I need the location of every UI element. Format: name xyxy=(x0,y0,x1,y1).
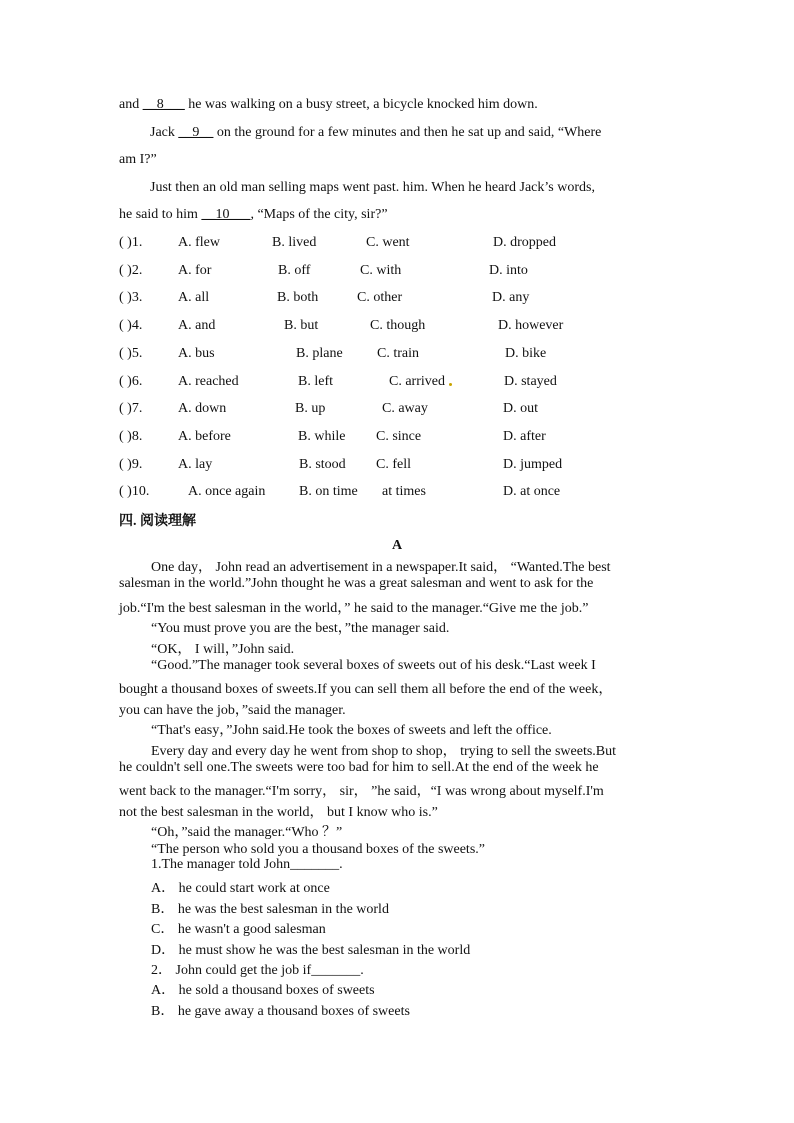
blank-9: __9__ xyxy=(178,125,214,140)
option-c: C. fell xyxy=(376,456,411,472)
question-number: ( )9. xyxy=(119,456,143,472)
option-a: A. bus xyxy=(178,345,215,361)
text: Jack xyxy=(150,125,179,140)
passage-line: “That's easy，”John said.He took the boxes of sweets and left the office. xyxy=(151,723,552,739)
option-d: D. any xyxy=(492,290,530,306)
answer-option: A． he sold a thousand boxes of sweets xyxy=(151,983,375,999)
passage-line: bought a thousand boxes of sweets.If you can sell them all before the end of the week， xyxy=(119,682,613,698)
cloze-line-4: Just then an old man selling maps went past. him. When he heard Jack’s words, xyxy=(150,180,595,195)
passage-line: “OK， I will，”John said. xyxy=(151,641,295,657)
passage-line: went back to the manager.“I'm sorry， sir， ”he said，“I was wrong about myself.I'm xyxy=(119,784,604,800)
option-d: D. at once xyxy=(503,484,561,500)
option-d: D. after xyxy=(503,428,546,444)
option-a: A. lay xyxy=(178,456,213,472)
option-d: D. however xyxy=(498,318,564,334)
option-a: A. flew xyxy=(178,235,220,250)
option-a: A. all xyxy=(178,290,210,306)
question-number: ( )4. xyxy=(119,318,143,334)
passage-line: you can have the job，”said the manager. xyxy=(119,702,346,718)
blank-8: __8___ xyxy=(142,97,185,112)
option-a: A. reached xyxy=(178,373,239,389)
option-b: B. lived xyxy=(272,235,317,250)
option-a: A. down xyxy=(178,401,227,417)
option-c: C. with xyxy=(360,262,402,278)
text: on the ground for a few minutes and then he sat up and said, “Where xyxy=(213,125,602,140)
text: , “Maps of the city, sir?” xyxy=(250,207,388,222)
question-number: ( )8. xyxy=(119,428,143,444)
option-c: C. though xyxy=(370,318,426,334)
passage-line: One day， John read an advertisement in a newspaper.It said， “Wanted.The best xyxy=(151,560,611,575)
option-b: B. left xyxy=(298,373,333,389)
option-c: C. train xyxy=(377,345,419,361)
decorative-dot xyxy=(449,383,452,386)
text: he was walking on a busy street, a bicycle knocked him down. xyxy=(184,97,538,112)
passage-line: “You must prove you are the best，”the manager said. xyxy=(151,621,450,637)
option-b: B. while xyxy=(298,428,346,444)
section-heading: 四. 阅读理解 xyxy=(119,514,196,529)
option-b: B. stood xyxy=(299,456,346,472)
option-c: C. other xyxy=(357,290,403,306)
cloze-line-1 xyxy=(119,97,538,113)
answer-option: B． he was the best salesman in the world xyxy=(151,901,389,917)
passage-line: he couldn't sell one.The sweets were too bad for him to sell.At the end of the week he xyxy=(119,760,599,775)
option-a: A. for xyxy=(178,262,212,278)
cloze-line-2 xyxy=(150,125,601,141)
text: he said to him xyxy=(119,207,202,222)
passage-line: “Good.”The manager took several boxes of sweets out of his desk.“Last week I xyxy=(151,658,596,673)
option-c: C. away xyxy=(382,401,428,417)
question-number: ( )5. xyxy=(119,345,143,361)
option-b: B. plane xyxy=(296,345,343,361)
blank-10: __10___ xyxy=(201,207,251,222)
answer-option: B． he gave away a thousand boxes of sweets xyxy=(151,1003,410,1019)
option-b: B. on time xyxy=(299,484,358,500)
passage-line: Every day and every day he went from shop to shop， trying to sell the sweets.But xyxy=(151,743,617,759)
option-d: D. jumped xyxy=(503,456,563,472)
passage-line: not the best salesman in the world， but I know who is.” xyxy=(119,804,438,820)
passage-line: “Oh，”said the manager.“Who ？” xyxy=(151,825,343,841)
question-number: ( )6. xyxy=(119,373,143,389)
option-b: B. but xyxy=(284,318,319,334)
option-d: D. out xyxy=(503,401,538,417)
option-b: B. both xyxy=(277,290,319,306)
passage-line: “The person who sold you a thousand boxes of the sweets.” xyxy=(151,841,485,857)
passage-line: job.“I'm the best salesman in the world，” he said to the manager.“Give me the job.” xyxy=(119,600,589,616)
question-stem: 2． John could get the job if_______. xyxy=(151,963,364,978)
option-d: D. dropped xyxy=(493,235,556,250)
cloze-line-3: am I?” xyxy=(119,152,157,167)
question-number: ( )3. xyxy=(119,290,143,306)
answer-option: C． he wasn't a good salesman xyxy=(151,922,326,938)
option-a: A. once again xyxy=(188,484,266,500)
option-d: D. into xyxy=(489,262,528,278)
option-d: D. stayed xyxy=(504,373,557,389)
option-a: A. and xyxy=(178,318,216,334)
question-number: ( )1. xyxy=(119,235,143,250)
option-c: at times xyxy=(382,484,426,500)
option-c: C. since xyxy=(376,428,422,444)
option-c: C. arrived xyxy=(389,373,445,389)
option-d: D. bike xyxy=(505,345,547,361)
passage-label: A xyxy=(391,538,403,553)
question-stem: 1.The manager told John_______. xyxy=(151,857,343,872)
passage-line: salesman in the world.”John thought he was a great salesman and went to ask for the xyxy=(119,576,594,592)
question-number: ( )10. xyxy=(119,484,150,500)
answer-option: D． he must show he was the best salesman in the world xyxy=(151,942,471,958)
option-b: B. up xyxy=(295,401,326,417)
question-number: ( )7. xyxy=(119,401,143,417)
text: and xyxy=(119,97,143,112)
option-b: B. off xyxy=(278,262,311,278)
option-c: C. went xyxy=(366,235,410,250)
option-a: A. before xyxy=(178,428,231,444)
question-number: ( )2. xyxy=(119,262,143,278)
answer-option: A． he could start work at once xyxy=(151,881,330,897)
cloze-line-5 xyxy=(119,207,388,223)
